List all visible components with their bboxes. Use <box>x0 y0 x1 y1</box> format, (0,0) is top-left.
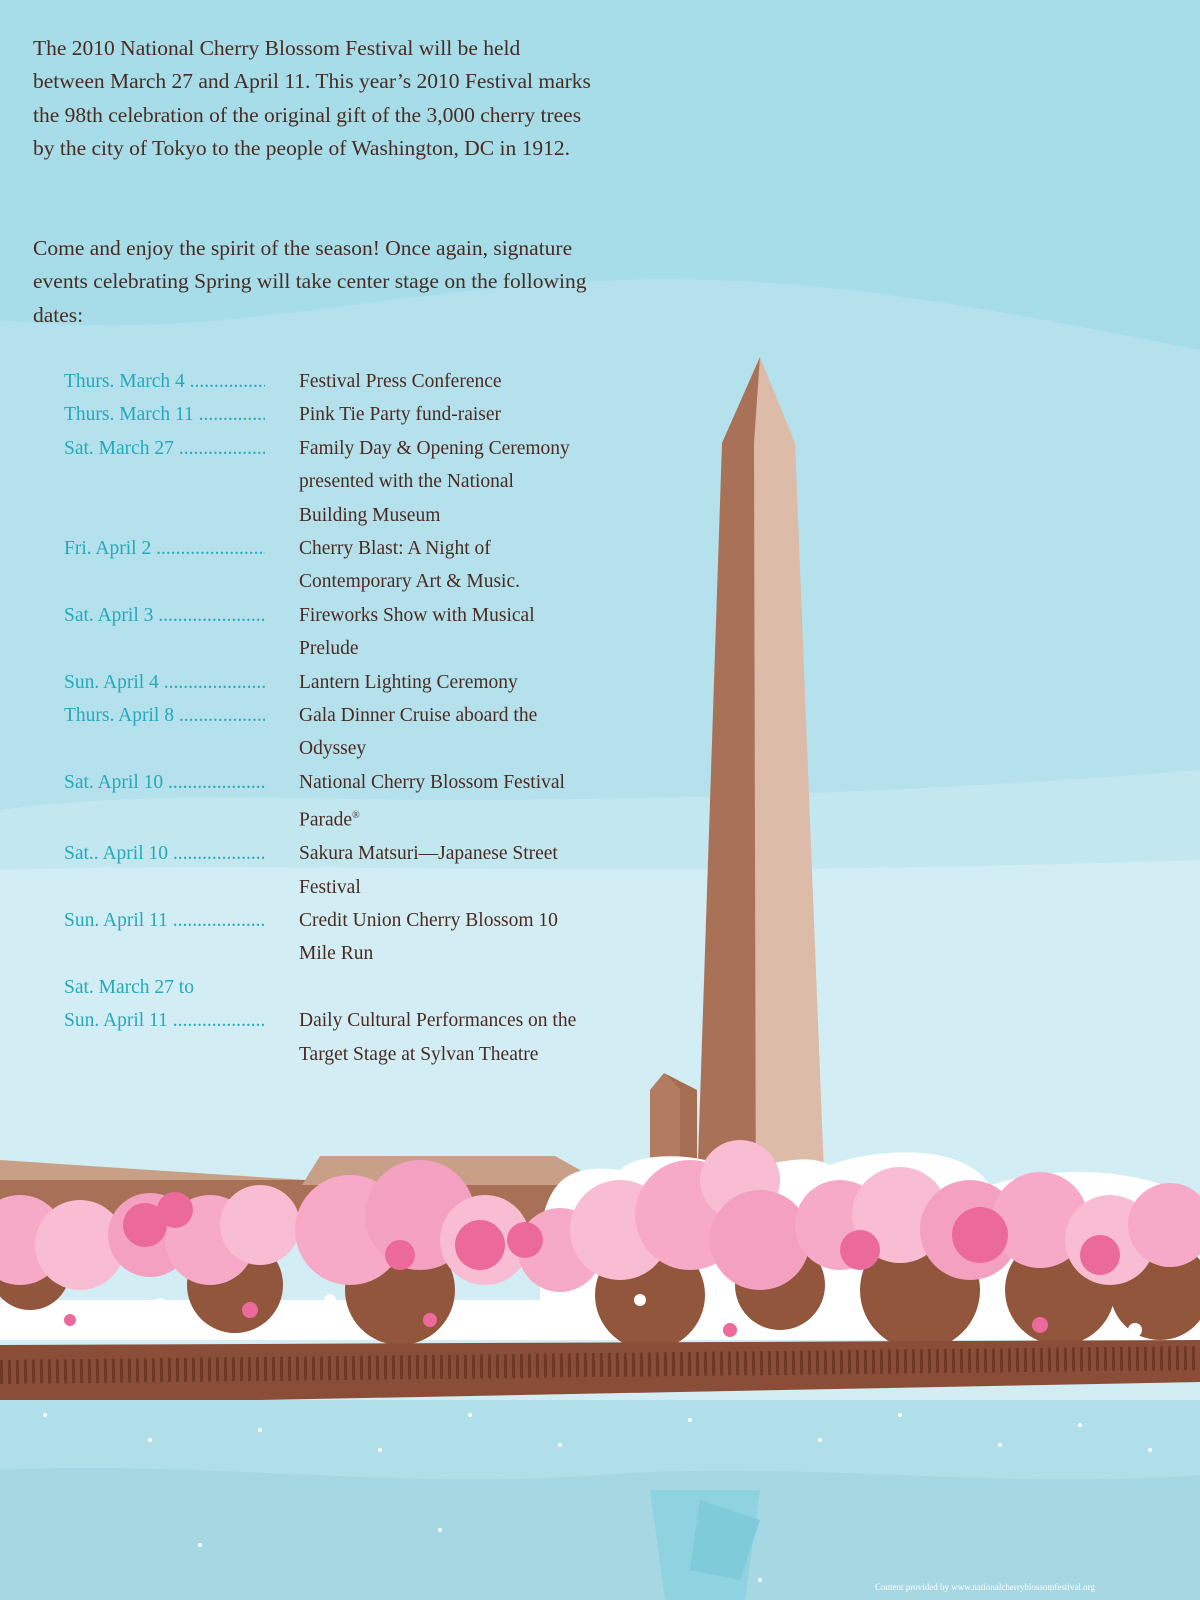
schedule-row <box>64 766 624 837</box>
content-credit: Content provided by www.nationalcherryblossomfestival.org <box>875 1582 1095 1592</box>
event-title: Gala Dinner Cruise aboard the Odyssey <box>299 705 538 760</box>
schedule-row <box>64 398 624 431</box>
event-date: Sat. April 3 ..... <box>64 599 265 666</box>
event-title: Festival Press Conference <box>299 371 502 392</box>
schedule-row <box>64 532 624 599</box>
schedule-row <box>64 971 624 1004</box>
schedule-row <box>64 699 624 766</box>
event-title: Cherry Blast: A Night of Contemporary Art & Music. <box>299 538 520 593</box>
intro-paragraph-2: Come and enjoy the spirit of the season! Once again, signature events celebrating Spring will take center stage on the following dates: <box>33 236 587 327</box>
event-date: Sun. April 11 ..... <box>64 1004 265 1071</box>
event-date: Sat. April 10 ..... <box>64 766 265 837</box>
event-title: Lantern Lighting Ceremony <box>299 671 518 693</box>
event-title: Sakura Matsuri—Japanese Street Festival <box>299 843 558 898</box>
schedule-row <box>64 1004 624 1071</box>
intro-paragraph-1: The 2010 National Cherry Blossom Festival will be held between March 27 and April 11. This year’s 2010 Festival marks the 98th celebration of the original gift of the 3,000 cherry trees by the city of Tokyo to the people of Washington, DC in 1912. <box>33 36 591 161</box>
water-wave <box>0 1468 1200 1600</box>
schedule-row <box>64 432 624 532</box>
event-date: Sat.. April 10 ..... <box>64 837 265 904</box>
event-title <box>299 766 579 837</box>
event-date: Sun. April 4 ..... <box>64 666 265 699</box>
event-date: Sat. March 27 ..... <box>64 432 265 532</box>
event-title: Fireworks Show with Musical Prelude <box>299 604 535 660</box>
schedule-row <box>64 599 624 666</box>
event-title: Pink Tie Party fund-raiser <box>299 404 502 426</box>
schedule-row <box>64 365 624 398</box>
event-date: Fri. April 2 ..... <box>64 532 265 599</box>
schedule-row <box>64 666 624 699</box>
monument-reflection <box>650 1490 760 1600</box>
schedule-row <box>64 837 624 904</box>
event-title: Daily Cultural Performances on the Target Stage at Sylvan Theatre <box>299 1010 577 1065</box>
event-date-start: Sat. March 27 to <box>64 976 194 998</box>
event-date: Thurs. April 8 ..... <box>64 699 265 766</box>
event-date: Thurs. March 4 ..... <box>64 365 265 398</box>
event-date: Sun. April 11 ..... <box>64 904 265 971</box>
event-date: Thurs. March 11 ..... <box>64 398 265 431</box>
event-title-text: National Cherry Blossom Festival Parade <box>299 771 565 831</box>
event-schedule <box>64 365 624 1071</box>
schedule-row <box>64 904 624 971</box>
registered-mark: ® <box>352 810 360 822</box>
event-title: Credit Union Cherry Blossom 10 Mile Run <box>299 910 558 965</box>
event-title: Family Day & Opening Ceremony presented with the National Building Museum <box>299 437 570 526</box>
